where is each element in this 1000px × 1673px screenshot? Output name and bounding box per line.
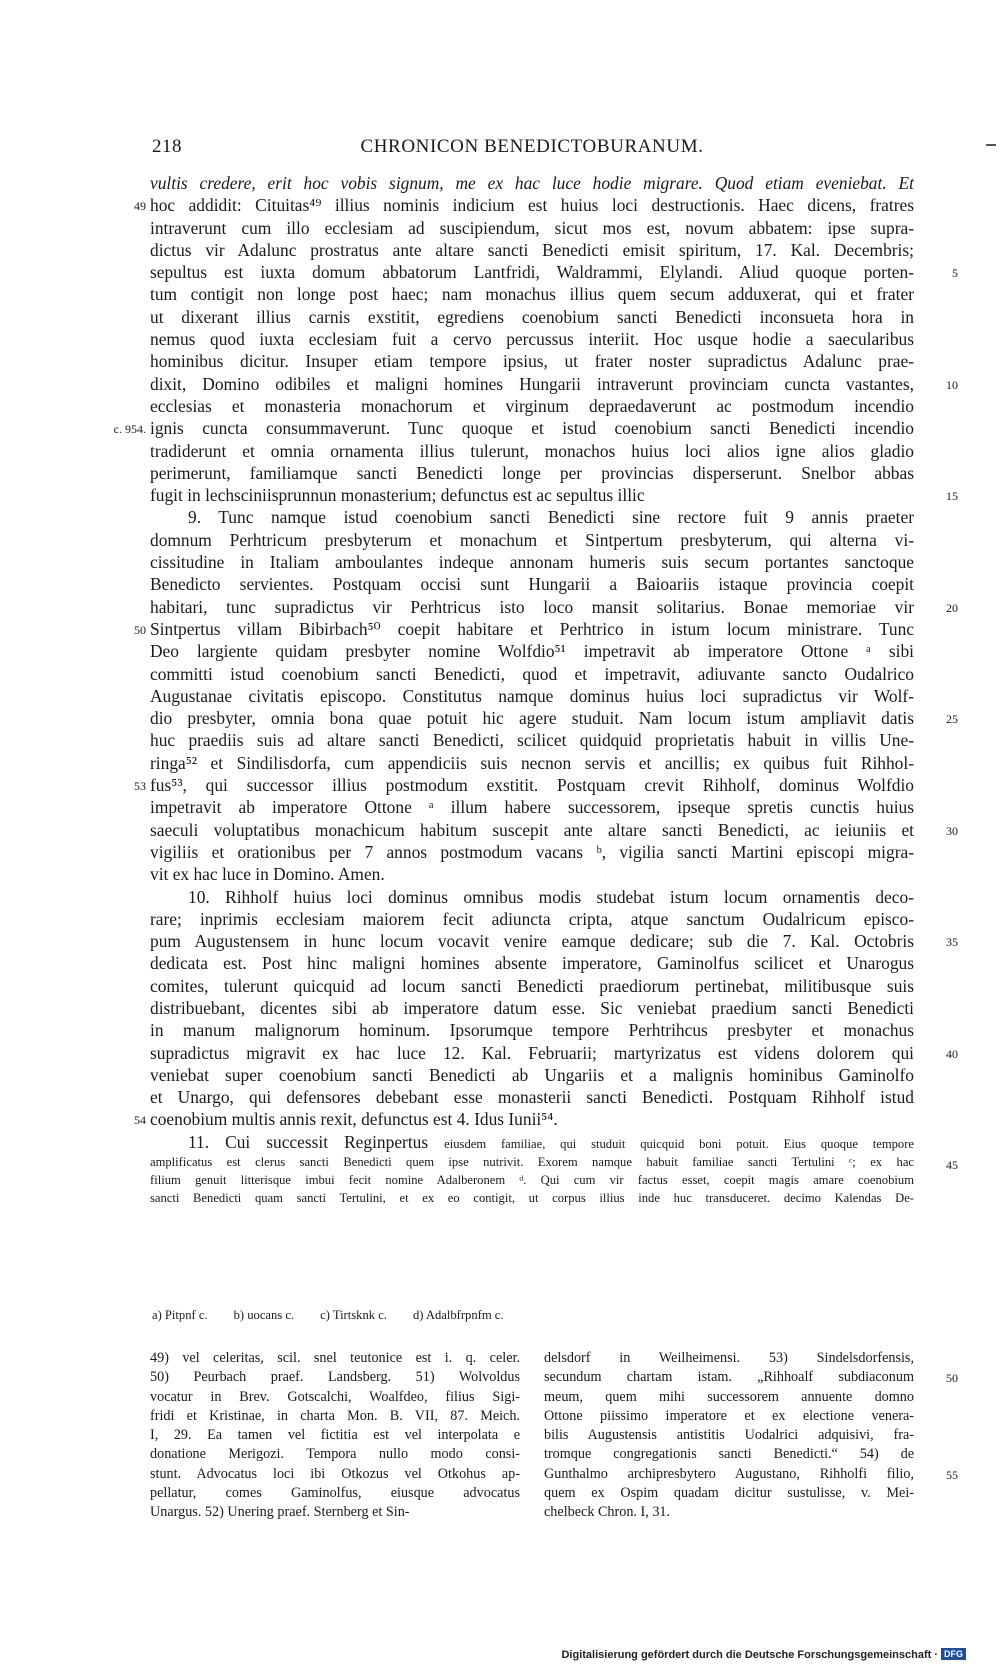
text-line: comites, tulerunt quicquid ad locum sancti Benedicti praediorum pertinebat, militibusque suis xyxy=(150,975,914,996)
text-line: vigiliis et orationibus per 7 annos postmodum vacans ᵇ, vigilia sancti Martini episcopi migra- xyxy=(150,841,914,862)
text-line: dixit, Domino odibiles et maligni homines Hungarii intraverunt provinciam cuncta vastantes, xyxy=(150,373,914,394)
line-number: 20 xyxy=(946,601,958,615)
paragraph-11-lead: eiusdem familiae, qui studuit quicquid boni potuit. Eius quoque tempore xyxy=(444,1136,914,1151)
paragraph-11 xyxy=(150,1131,914,1153)
text-line: veniebat super coenobium sancti Benedicti ab Ungariis et a malignis hominibus Gaminolfo xyxy=(150,1064,914,1085)
footnote-line: secundum chartam istam. „Rihhoalf subdiaconum xyxy=(544,1369,914,1386)
footnote-line: Unargus. 52) Unering praef. Sternberg et Sin- xyxy=(150,1504,410,1521)
text-line: hoc addidit: Cituitas⁴⁹ illius nominis indicium est huius loci destructionis. Haec dicens, fratres xyxy=(150,195,914,216)
line-number: 5 xyxy=(952,266,958,280)
line-number: 40 xyxy=(946,1047,958,1061)
page-number: 218 xyxy=(152,136,182,157)
line-number: 45 xyxy=(946,1158,958,1172)
small-text-line: sancti Benedicti quam sancti Tertulini, et ex eo contigit, ut corpus illius inde huc transduceret. decimo Kalendas De- xyxy=(150,1191,914,1206)
paragraph-11-intro: 11. Cui successit Reginpertus xyxy=(188,1131,429,1152)
text-line: Sintpertus villam Bibirbach⁵⁰ coepit habitare et Perhtrico in istum locum ministrare. Tunc xyxy=(150,618,914,639)
text-line: impetravit ab imperatore Ottone ᵃ illum habere successorem, ipseque spretis cunctis huius xyxy=(150,797,914,818)
line-number: 25 xyxy=(946,712,958,726)
text-line: committi istud coenobium sancti Benedicti, quod et impetravit, adiuvante sancto Oudalrico xyxy=(150,663,914,684)
line-number: 35 xyxy=(946,935,958,949)
footnote-line: chelbeck Chron. I, 31. xyxy=(544,1504,671,1521)
text-line: 9. Tunc namque istud coenobium sancti Benedicti sine rectore fuit 9 annis praeter xyxy=(188,507,914,528)
footnote-line: quem ex Ospim quadam dicitur sustulisse, v. Mei- xyxy=(544,1485,914,1502)
dfg-logo: DFG xyxy=(941,1648,966,1660)
text-line: huc praediis suis ad altare sancti Benedicti, scilicet quidquid proprietatis habuit in villis Une- xyxy=(150,730,914,751)
line-number: 30 xyxy=(946,824,958,838)
footnote-line: 50) Peurbach praef. Landsberg. 51) Wolvoldus xyxy=(150,1369,520,1386)
variant-readings xyxy=(152,1308,530,1323)
footnotes-left-column xyxy=(150,1349,520,1523)
variant-reading: b) uocans c. xyxy=(233,1308,295,1322)
footnote-line: Ottone piissimo imperatore et ex electione venera- xyxy=(544,1407,914,1424)
text-line: ringa⁵² et Sindilisdorfa, cum appendiciis suis necnon servis et ancillis; ex quibus fuit Rihhol- xyxy=(150,752,914,773)
footnotes-right-column xyxy=(544,1349,958,1523)
text-line: in manum malignorum hominum. Ipsorumque tempore Perhtrihcus presbyter et monachus xyxy=(150,1020,914,1041)
digitization-credit xyxy=(561,1648,966,1661)
footnote-line: donatione Merigozi. Tempora nullo modo consi- xyxy=(150,1446,520,1463)
variant-reading: c) Tirtsknk c. xyxy=(320,1308,387,1322)
variant-reading: a) Pitpnf c. xyxy=(152,1308,208,1322)
text-line: dio presbyter, omnia bona quae potuit hic agere studuit. Nam locum istum ampliavit datis xyxy=(150,708,914,729)
text-line: fugit in lechsciniisprunnun monasterium; defunctus est ac sepultus illic xyxy=(150,485,645,506)
text-line: saeculi voluptatibus monachicum habitum suscepit ante altare sancti Benedicti, ac ieiuniis et xyxy=(150,819,914,840)
footnote-line: stunt. Advocatus loci ibi Otkozus vel Otkohus ap- xyxy=(150,1465,520,1482)
main-text xyxy=(113,172,958,1207)
left-margin-note: 50 xyxy=(134,623,146,637)
footnote-line: 49) vel celeritas, scil. snel teutonice est i. q. celer. xyxy=(150,1350,520,1366)
text-line: ignis cuncta consummaverunt. Tunc quoque et istud coenobium sancti Benedicti incendio xyxy=(150,418,914,439)
text-line: vit ex hac luce in Domino. Amen. xyxy=(150,864,385,885)
running-title: CHRONICON BENEDICTOBURANUM. xyxy=(360,136,704,157)
text-line: perimerunt, familiamque sancti Benedicti longe per provincias disperserunt. Snelbor abbas xyxy=(150,462,914,483)
text-line: Benedicto servientes. Postquam occisi sunt Hungarii a Baioariis istaque provincia coepit xyxy=(150,574,914,595)
text-line: Deo largiente quidam presbyter nomine Wolfdio⁵¹ impetravit ab imperatore Ottone ᵃ sibi xyxy=(150,641,914,662)
text-line: intraverunt cum illo ecclesiam ad suscipiendum, sicut mos est, novum abbatem: ipse supra- xyxy=(150,217,914,238)
text-line: et Unargo, qui defensores debebant esse monasterii sancti Benedicti. Postquam Rihholf istud xyxy=(150,1087,914,1108)
text-line: tradiderunt et omnia ornamenta illius tulerunt, monachos huius loci alios igne alios gladio xyxy=(150,440,914,461)
footnote-line: vocatur in Brev. Gotscalchi, Woalfdeo, filius Sigi- xyxy=(150,1388,520,1405)
text-line: Augustanae civitatis episcopo. Constitutus namque dominus huius loci supradictus vir Wolf- xyxy=(150,685,914,706)
text-line: dedicata est. Post hinc maligni homines absente imperatore, Gaminolfus scilicet et Unarogus xyxy=(150,953,914,974)
text-line: coenobium multis annis rexit, defunctus est 4. Idus Iunii⁵⁴. xyxy=(150,1109,558,1130)
text-line: tum contigit non longe post haec; nam monachus illius quem secum adduxerat, qui et frater xyxy=(150,284,914,305)
text-line: dictus vir Adalunc prostratus ante altare sancti Benedicti emisit spiritum, 17. Kal. Decembris; xyxy=(150,239,914,260)
text-line: fus⁵³, qui successor illius postmodum exstitit. Postquam crevit Rihholf, dominus Wolfdio xyxy=(150,775,914,796)
text-line: 10. Rihholf huius loci dominus omnibus modis studebat istum locum ornamentis deco- xyxy=(188,886,914,907)
footnote-line: delsdorf in Weilheimensi. 53) Sindelsdorfensis, xyxy=(544,1350,914,1366)
text-line: rare; inprimis ecclesiam maiorem fecit adiuncta cripta, atque sanctum Oudalricum episco- xyxy=(150,908,914,929)
footnote-line: pellatur, comes Gaminolfus, eiusque advocatus xyxy=(150,1485,520,1502)
footnote-line-number: 55 xyxy=(946,1467,958,1482)
small-text-line: filium genuit litterisque imbui fecit nomine Adalberonem ᵈ. Qui cum vir factus esset, coepit magis amare coenobium xyxy=(150,1173,914,1188)
text-line: ecclesias et monasteria monachorum et virginum depraedaverunt ac postmodum incendio xyxy=(150,395,914,416)
footnote-line: bilis Augustensis antistitis Uodalrici adquisivi, fra- xyxy=(544,1427,914,1444)
text-line: supradictus migravit ex hac luce 12. Kal. Februarii; martyrizatus est videns dolorem qui xyxy=(150,1042,914,1063)
footnote-line-number: 50 xyxy=(946,1371,958,1386)
footnote-line: I, 29. Ea tamen vel fictitia est vel interpolata e xyxy=(150,1427,520,1444)
text-line: domnum Perhtricum presbyterum et monachum et Sintpertum presbyterum, qui alterna vi- xyxy=(150,529,914,550)
text-line: habitari, tunc supradictus vir Perhtricus isto loco mansit solitarius. Bonae memoriae vir xyxy=(150,596,914,617)
footnote-line: meum, quem mihi successorem annuente domno xyxy=(544,1388,914,1405)
page-header xyxy=(152,136,912,162)
footnote-line: tromque congregationis sancti Benedicti.“ 54) de xyxy=(544,1446,914,1463)
left-margin-note: 54 xyxy=(134,1113,146,1127)
left-margin-note: 49 xyxy=(134,199,146,213)
text-line: vultis credere, erit hoc vobis signum, me ex hac luce hodie migrare. Quod etiam eveniebat. Et xyxy=(150,173,914,193)
text-line: nemus quod iuxta ecclesiam fuit a cervo percussus interiit. Hoc usque hodie a saecularibus xyxy=(150,329,914,350)
small-text-line: amplificatus est clerus sancti Benedicti quem ipse nutrivit. Exorem namque habuit familiae sancti Tertulini ᶜ; ex hac xyxy=(150,1155,914,1170)
edge-mark xyxy=(986,144,996,146)
line-number: 10 xyxy=(946,378,958,392)
footnote-line: fridi et Kristinae, in charta Mon. B. VII, 87. Meich. xyxy=(150,1407,520,1424)
left-margin-note: 53 xyxy=(134,779,146,793)
left-margin-note: c. 954. xyxy=(113,422,146,436)
text-line: distribuebant, dicentes sibi ab imperatore datum esse. Sic veniebat praedium sancti Benedicti xyxy=(150,997,914,1018)
text-line: sepultus est iuxta domum abbatorum Lantfridi, Waldrammi, Elylandi. Aliud quoque porten- xyxy=(150,262,914,283)
text-line: ut dixerant illius carnis exstitit, egrediens coenobium sancti Benedicti inconsueta hora in xyxy=(150,306,914,327)
text-line: cissitudine in Italiam amboulantes indeque annonam humeris suis secum portantes sanctoque xyxy=(150,552,914,573)
text-line: pum Augustensem in hunc locum vocavit venire eamque dedicare; sub die 7. Kal. Octobris xyxy=(150,931,914,952)
line-number: 15 xyxy=(946,489,958,503)
text-line: hominibus dicitur. Insuper etiam tempore ipsius, ut frater noster supradictus Adalunc prae- xyxy=(150,351,914,372)
variant-reading: d) Adalbfrpnfm c. xyxy=(412,1308,504,1322)
footnote-line: Gunthalmo archipresbytero Augustano, Rihholfi filio, xyxy=(544,1465,914,1482)
credit-text: Digitalisierung gefördert durch die Deutsche Forschungsgemeinschaft · xyxy=(561,1649,938,1661)
